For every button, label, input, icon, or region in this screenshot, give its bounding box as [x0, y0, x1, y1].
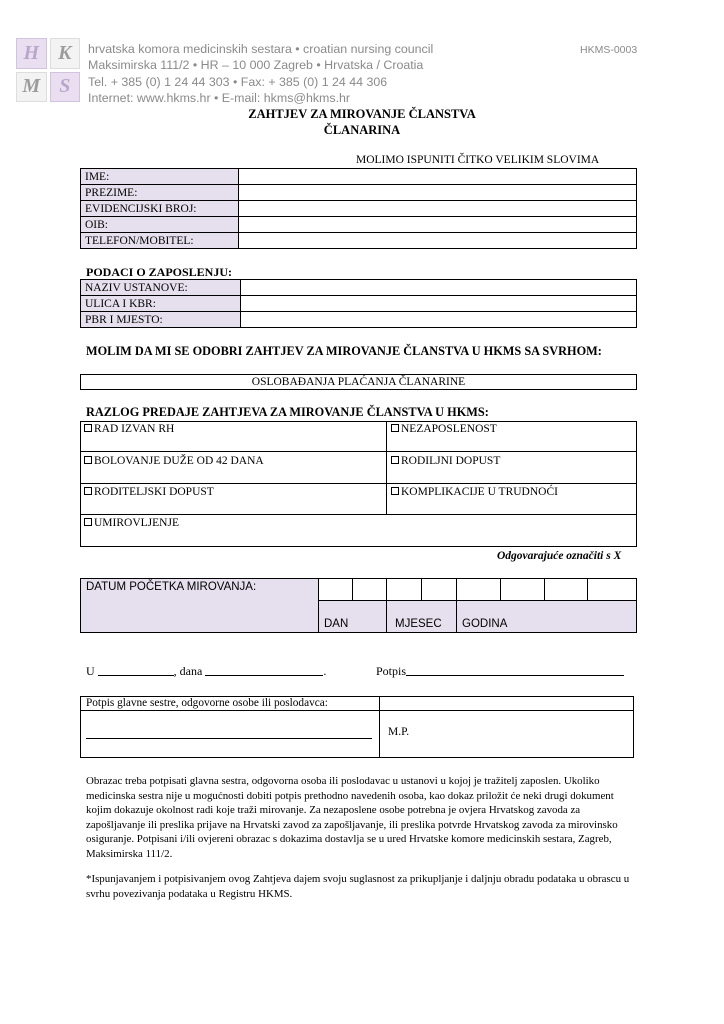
place-field[interactable] [98, 665, 174, 676]
table-row [81, 233, 637, 249]
table-row [81, 296, 637, 312]
date-prefix: , dana [173, 664, 203, 678]
month-digit-1[interactable] [386, 578, 421, 601]
institution-name-field[interactable] [241, 280, 637, 296]
street-field[interactable] [241, 296, 637, 312]
field-label: EVIDENCIJSKI BROJ: [81, 201, 239, 217]
reason-option[interactable] [391, 455, 500, 467]
reasons-note: Odgovarajuće označiti s X [497, 550, 622, 562]
instructions-note: Obrazac treba potpisati glavna sestra, odgovorna osoba ili poslodavac u ustanovi u kojoj je tražitelj zaposlen. Ukoliko medicinska sestra nije u mogućnosti dobiti potpis prethodno navedenih osoba, kao dokaz priložit će neki drugi dokument kojim dokazuje okolnost radi koje traži mirovanje. Za nezaposlene osobe potrebna je ovjera Hrvatskog zavoda za zapošljavanje ili preslika prijave na Hrvatski zavod za zapošljavanje, ili preslika potvrde Hrvatskog zavoda za mirovinsko osiguranje. Potpisani i/ili ovjereni obrazac s dokazima dostavlja se u ured Hrvatske komore medicinskih sestara, Zagreb, Maksimirska 111/2. [86, 775, 618, 860]
table-row [81, 312, 637, 328]
request-heading: MOLIM DA MI SE ODOBRI ZAHTJEV ZA MIROVANJE ČLANSTVA U HKMS SA SVRHOM: [86, 344, 602, 358]
table-row [81, 280, 637, 296]
org-address: Maksimirska 111/2 • HR – 10 000 Zagreb • Hrvatska / Croatia [88, 58, 424, 72]
table-row [81, 217, 637, 233]
last-name-field[interactable] [239, 185, 637, 201]
purpose-text: OSLOBAĐANJA PLAĆANJA ČLANARINE [251, 376, 466, 388]
checkbox-icon[interactable] [84, 424, 92, 432]
year-label: GODINA [462, 618, 508, 630]
field-label: PBR I MJESTO: [81, 312, 241, 328]
reason-option[interactable] [84, 517, 179, 529]
logo-letter: K [50, 38, 81, 69]
date-suffix: . [323, 664, 327, 678]
checkbox-icon[interactable] [84, 456, 92, 464]
month-digit-2[interactable] [421, 578, 456, 601]
day-digit-2[interactable] [352, 578, 386, 601]
checkbox-icon[interactable] [391, 456, 399, 464]
reasons-divider [80, 514, 637, 515]
reason-label: RAD IZVAN RH [94, 423, 175, 435]
day-label: DAN [324, 618, 349, 630]
date-field[interactable] [205, 665, 323, 676]
signature-block [376, 664, 624, 679]
form-title: ZAHTJEV ZA MIROVANJE ČLANSTVA [248, 107, 476, 121]
reason-label: RODILJNI DOPUST [401, 455, 501, 467]
field-label: NAZIV USTANOVE: [81, 280, 241, 296]
logo-letter: H [16, 38, 47, 69]
reason-label: KOMPLIKACIJE U TRUDNOĆI [401, 486, 558, 498]
signature-line [86, 664, 326, 679]
signature-label: Potpis [376, 664, 407, 678]
checkbox-icon[interactable] [84, 487, 92, 495]
reason-option[interactable] [391, 486, 558, 498]
table-row [81, 169, 637, 185]
field-label: IME: [81, 169, 239, 185]
hkms-logo [16, 38, 80, 102]
reasons-divider [80, 451, 637, 452]
employment-heading: PODACI O ZAPOSLENJU: [86, 265, 233, 279]
reason-label: BOLOVANJE DUŽE OD 42 DANA [94, 455, 264, 467]
supervisor-divider [80, 710, 634, 711]
checkbox-icon[interactable] [391, 487, 399, 495]
table-row [81, 201, 637, 217]
reason-label: RODITELJSKI DOPUST [94, 486, 214, 498]
signature-field[interactable] [406, 665, 624, 676]
table-row [81, 185, 637, 201]
supervisor-signature-field[interactable] [86, 738, 372, 739]
org-web: Internet: www.hkms.hr • E-mail: hkms@hkms.hr [88, 91, 351, 105]
reasons-heading: RAZLOG PREDAJE ZAHTJEVA ZA MIROVANJE ČLANSTVA U HKMS: [86, 405, 489, 419]
field-label: ULICA I KBR: [81, 296, 241, 312]
postal-city-field[interactable] [241, 312, 637, 328]
day-digit-1[interactable] [318, 578, 352, 601]
logo-letter: M [16, 72, 47, 103]
personal-data-table [80, 168, 637, 249]
employment-table [80, 279, 637, 328]
supervisor-label: Potpis glavne sestre, odgovorne osobe ili poslodavca: [86, 697, 328, 709]
field-label: TELEFON/MOBITEL: [81, 233, 239, 249]
org-phone: Tel. + 385 (0) 1 24 44 303 • Fax: + 385 (0) 1 24 44 306 [88, 75, 388, 89]
reason-label: UMIROVLJENJE [94, 517, 179, 529]
document-code: HKMS-0003 [580, 44, 638, 56]
field-label: PREZIME: [81, 185, 239, 201]
place-prefix: U [86, 664, 95, 678]
fill-instruction: MOLIMO ISPUNITI ČITKO VELIKIM SLOVIMA [356, 154, 600, 166]
phone-field[interactable] [239, 233, 637, 249]
logo-letter: S [50, 72, 81, 103]
checkbox-icon[interactable] [84, 518, 92, 526]
reason-option[interactable] [84, 486, 214, 498]
org-name: hrvatska komora medicinskih sestara • croatian nursing council [88, 42, 434, 56]
consent-note: *Ispunjavanjem i potpisivanjem ovog Zahtjeva dajem svoju suglasnost za prikupljanje i daljnju obradu podataka u obrascu u svrhu povezivanja podataka u Registru HKMS. [86, 873, 630, 900]
reason-option[interactable] [84, 423, 174, 435]
purpose-box [80, 374, 637, 390]
supervisor-divider [379, 696, 380, 758]
start-date-label: DATUM POČETKA MIROVANJA: [86, 581, 257, 593]
stamp-label: M.P. [388, 726, 410, 738]
checkbox-icon[interactable] [391, 424, 399, 432]
month-label: MJESEC [395, 618, 442, 630]
reason-option[interactable] [391, 423, 497, 435]
reason-option[interactable] [84, 455, 264, 467]
year-digits[interactable] [456, 578, 637, 601]
field-label: OIB: [81, 217, 239, 233]
first-name-field[interactable] [239, 169, 637, 185]
reasons-divider [386, 421, 387, 515]
reason-label: NEZAPOSLENOST [401, 423, 497, 435]
form-subtitle: ČLANARINA [323, 123, 401, 137]
reasons-divider [80, 483, 637, 484]
oib-field[interactable] [239, 217, 637, 233]
registration-number-field[interactable] [239, 201, 637, 217]
